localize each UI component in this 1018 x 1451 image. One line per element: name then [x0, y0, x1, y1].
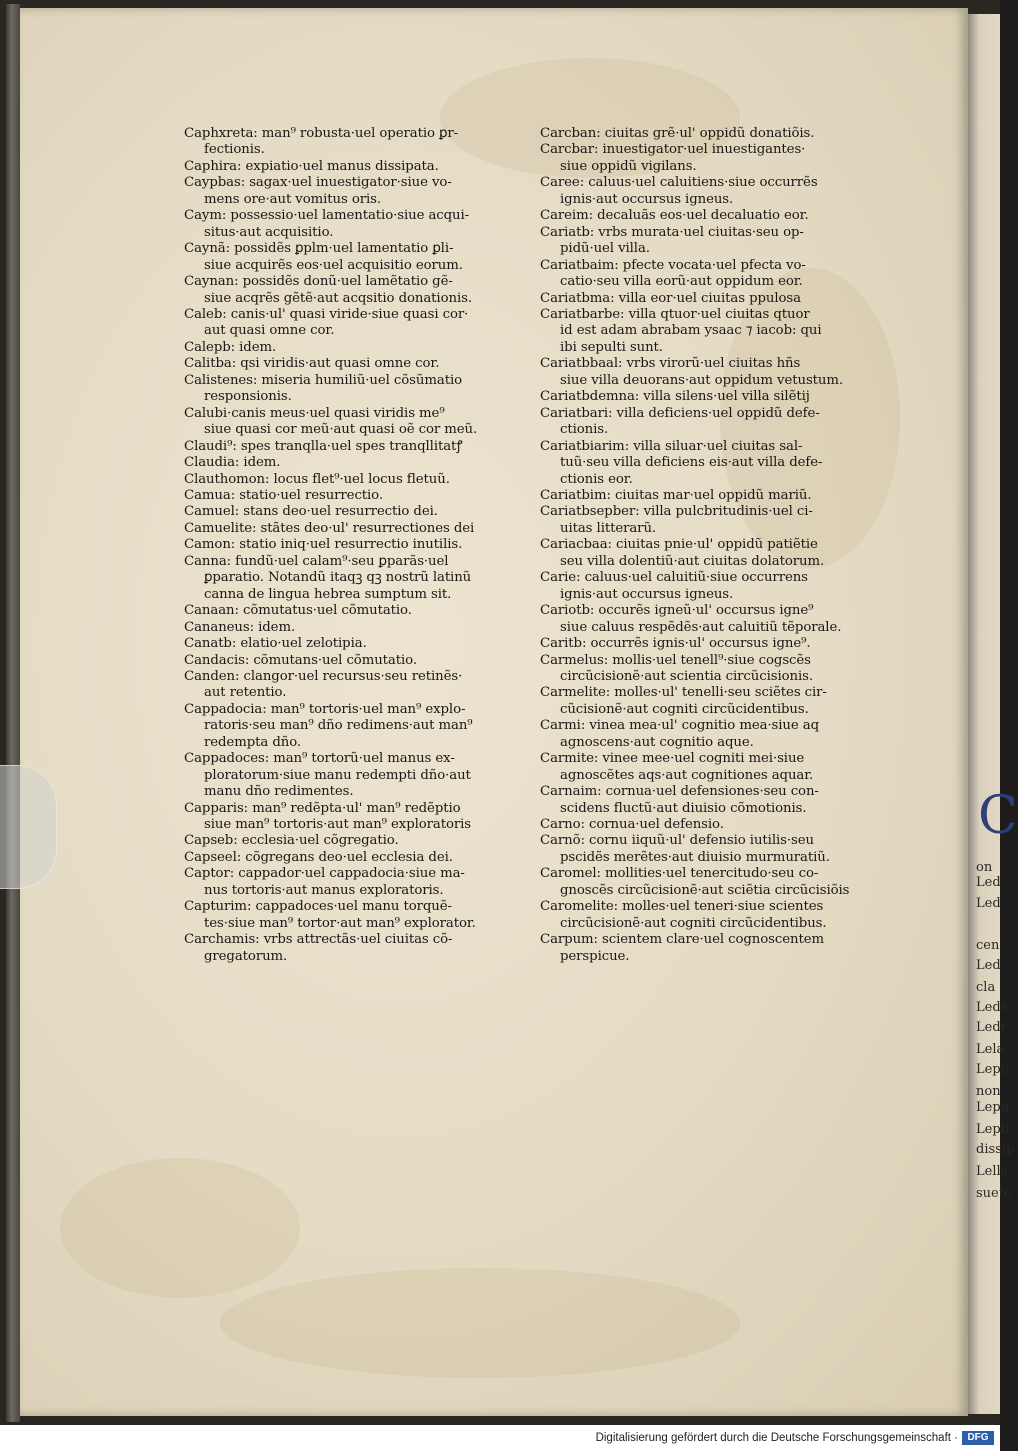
entry-headline: Calitba: qsi viridis·aut quasi omne cor.: [184, 356, 440, 372]
entry-headline: Cariatb: vrbs murata·uel ciuitas·seu op-: [540, 224, 804, 240]
glossary-entry: [540, 406, 902, 439]
glossary-entry: [184, 620, 546, 636]
entry-continuation: siue man⁹ tortoris·aut man⁹ exploratoris: [204, 817, 472, 833]
glossary-entry: [540, 899, 902, 932]
facing-page-fragment: dissip: [976, 1142, 1015, 1157]
entry-headline: Canatb: elatio·uel zelotipia.: [184, 636, 367, 652]
entry-continuation: siue acquirẽs eos·uel acquisitio eorum.: [204, 257, 463, 273]
entry-continuation: seu villa dolentiũ·aut ciuitas dolatorum.: [560, 553, 825, 569]
entry-headline: Carnaim: cornua·uel defensiones·seu con-: [540, 784, 819, 800]
entry-headline: Cariatbdemna: villa silens·uel villa silẽtij: [540, 389, 810, 405]
entry-headline: Camua: statio·uel resurrectio.: [184, 487, 383, 503]
entry-headline: Calistenes: miseria humiliũ·uel cõsũmatio: [184, 372, 462, 388]
entry-headline: Carmelus: mollis·uel tenell⁹·siue cogscẽs: [540, 652, 811, 668]
facing-page-edge: [968, 14, 1000, 1414]
glossary-entry: [540, 833, 902, 866]
glossary-entry: [540, 718, 902, 751]
entry-continuation: nus tortoris·aut manus exploratoris.: [204, 882, 444, 898]
entry-headline: Capseel: cõgregans deo·uel ecclesia dei.: [184, 849, 453, 865]
glossary-entry: [184, 373, 546, 406]
entry-continuation: aut quasi omne cor.: [204, 323, 335, 339]
entry-headline: Clauthomon: locus flet⁹·uel locus fletuũ.: [184, 471, 450, 487]
entry-headline: Camon: statio iniq·uel resurrectio inutilis.: [184, 537, 463, 553]
facing-page-fragment: on: [976, 860, 993, 875]
entry-continuation: siue villa deuorans·aut oppidum vetustum.: [560, 372, 844, 388]
glossary-entry: [540, 307, 902, 356]
entry-continuation: aut retentio.: [204, 685, 287, 701]
glossary-entry: [184, 406, 546, 439]
glossary-entry: [540, 751, 902, 784]
glossary-entry: [184, 241, 546, 274]
glossary-entry: [184, 488, 546, 504]
glossary-entry: [184, 504, 546, 520]
glossary-entry: [184, 537, 546, 553]
entry-headline: Caromel: mollities·uel tenercitudo·seu co-: [540, 866, 819, 882]
entry-headline: Caynã: possidẽs ꝑplm·uel lamentatio ꝑli-: [184, 241, 454, 257]
facing-page-fragment: Lella: [976, 1164, 1009, 1179]
left-text-column: [184, 126, 546, 965]
entry-continuation: tes·siue man⁹ tortor·aut man⁹ explorator.: [204, 915, 476, 931]
glossary-entry: [540, 258, 902, 291]
entry-headline: Carmelite: molles·ul' tenelli·seu sciẽtes cir-: [540, 685, 827, 701]
entry-headline: Caphxreta: man⁹ robusta·uel operatio ꝑr-: [184, 126, 458, 141]
glossary-entry: [184, 653, 546, 669]
page-clamp: [0, 765, 57, 889]
entry-headline: Cariatbarbe: villa qtuor·uel ciuitas qtuor: [540, 306, 810, 322]
entry-headline: Cappadoces: man⁹ tortorũ·uel manus ex-: [184, 751, 455, 767]
glossary-entry: [184, 340, 546, 356]
glossary-entry: [540, 570, 902, 603]
entry-continuation: ignis·aut occursus igneus.: [560, 586, 734, 602]
glossary-entry: [184, 472, 546, 488]
glossary-entry: [184, 175, 546, 208]
glossary-entry: [184, 866, 546, 899]
entry-headline: Cariotb: occurẽs igneũ·ul' occursus igne⁹: [540, 603, 814, 619]
entry-continuation: siue quasi cor meũ·aut quasi oẽ cor meũ.: [204, 422, 478, 438]
glossary-entry: [540, 636, 902, 652]
entry-continuation: gregatorum.: [204, 948, 288, 964]
entry-continuation: ignis·aut occursus igneus.: [560, 191, 734, 207]
entry-continuation: ibi sepulti sunt.: [560, 339, 663, 355]
entry-continuation: mens ore·aut vomitus oris.: [204, 191, 382, 207]
facing-page-fragment: cen: [976, 938, 1000, 953]
glossary-entry: [540, 866, 902, 899]
facing-page-fragment: Led: [976, 875, 1001, 890]
glossary-entry: [184, 159, 546, 175]
entry-continuation: ctionis eor.: [560, 471, 633, 487]
entry-headline: Calepb: idem.: [184, 339, 277, 355]
entry-continuation: siue caluus respẽdẽs·aut caluitiũ tẽporale.: [560, 619, 842, 635]
entry-continuation: ratoris·seu man⁹ dño redimens·aut man⁹: [204, 718, 473, 734]
entry-headline: Carie: caluus·uel caluitiũ·siue occurrens: [540, 570, 808, 586]
facing-page-fragment: Ledr: [976, 1020, 1007, 1035]
glossary-entry: [184, 455, 546, 471]
glossary-entry: [540, 932, 902, 965]
entry-continuation: fectionis.: [204, 142, 265, 158]
glossary-entry: [184, 554, 546, 603]
glossary-entry: [184, 899, 546, 932]
entry-headline: Carcban: ciuitas grẽ·ul' oppidũ donatiõis.: [540, 126, 815, 141]
entry-continuation: pscidẽs merẽtes·aut diuisio murmuratiũ.: [560, 849, 830, 865]
entry-headline: Caypbas: sagax·uel inuestigator·siue vo-: [184, 175, 452, 191]
glossary-entry: [184, 439, 546, 455]
facing-page-fragment: Lepb: [976, 1122, 1009, 1137]
footer-bar: [0, 1425, 1000, 1451]
entry-headline: Cariatbiarim: villa siluar·uel ciuitas sal-: [540, 438, 803, 454]
facing-page-fragment: Lela: [976, 1042, 1005, 1057]
right-text-column: [540, 126, 902, 965]
entry-continuation: situs·aut acquisitio.: [204, 224, 334, 240]
entry-continuation: gnoscẽs circũcisionẽ·aut sciẽtia circũcisiõis: [560, 882, 850, 898]
entry-headline: Carno: cornua·uel defensio.: [540, 817, 724, 833]
entry-headline: Cariatbsepber: villa pulcbritudinis·uel ci-: [540, 504, 813, 520]
entry-continuation: circũcisionẽ·aut cogniti circũcidentibus.: [560, 915, 827, 931]
glossary-entry: [184, 126, 546, 159]
entry-headline: Candacis: cõmutans·uel cõmutatio.: [184, 652, 417, 668]
glossary-entry: [184, 603, 546, 619]
entry-headline: Caynan: possidẽs donũ·uel lamẽtatio gẽ-: [184, 274, 453, 290]
entry-headline: Carpum: scientem clare·uel cognoscentem: [540, 932, 825, 948]
glossary-entry: [184, 801, 546, 834]
entry-headline: Cariatbma: villa eor·uel ciuitas ppulosa: [540, 290, 801, 306]
entry-headline: Caphira: expiatio·uel manus dissipata.: [184, 158, 439, 174]
entry-continuation: siue oppidũ vigilans.: [560, 158, 697, 174]
glossary-entry: [540, 208, 902, 224]
entry-headline: Caritb: occurrẽs ignis·ul' occursus igne⁹.: [540, 636, 811, 652]
facing-page-fragment: non: [976, 1084, 1001, 1099]
entry-continuation: ꝑparatio. Notandũ itaqꝫ qꝫ nostrũ latinũ: [204, 570, 472, 586]
entry-headline: Calubi·canis meus·uel quasi viridis me⁹: [184, 405, 445, 421]
entry-continuation: scidens fluctũ·aut diuisio cõmotionis.: [560, 800, 807, 816]
glossary-entry: [540, 175, 902, 208]
glossary-entry: [184, 636, 546, 652]
entry-headline: Cariatbaim: pfecte vocata·uel pfecta vo-: [540, 257, 806, 273]
entry-headline: Cappadocia: man⁹ tortoris·uel man⁹ explo-: [184, 701, 466, 717]
entry-headline: Claudi⁹: spes tranqlla·uel spes tranqllitatꝭ: [184, 438, 463, 454]
glossary-entry: [184, 356, 546, 372]
glossary-entry: [184, 751, 546, 800]
entry-headline: Capparis: man⁹ redẽpta·ul' man⁹ redẽptio: [184, 800, 461, 816]
entry-headline: Caleb: canis·ul' quasi viride·siue quasi cor·: [184, 306, 469, 322]
entry-continuation: tuũ·seu villa deficiens eis·aut villa defe-: [560, 455, 823, 471]
entry-headline: Capturim: cappadoces·uel manu torquẽ-: [184, 899, 452, 915]
entry-headline: Canna: fundũ·uel calam⁹·seu ꝑparãs·uel: [184, 553, 449, 569]
entry-headline: Caromelite: molles·uel teneri·siue scientes: [540, 899, 824, 915]
entry-headline: Camuel: stans deo·uel resurrectio dei.: [184, 504, 438, 520]
entry-continuation: perspicue.: [560, 948, 630, 964]
entry-continuation: cũcisionẽ·aut cogniti circũcidentibus.: [560, 701, 809, 717]
entry-headline: Careim: decaluãs eos·uel decaluatio eor.: [540, 208, 809, 224]
glossary-entry: [540, 225, 902, 258]
glossary-entry: [540, 603, 902, 636]
glossary-entry: [540, 126, 902, 142]
glossary-entry: [540, 504, 902, 537]
entry-headline: Claudia: idem.: [184, 455, 281, 471]
footer-credit: Digitalisierung gefördert durch die Deutsche Forschungsgemeinschaft ·: [595, 1432, 958, 1444]
entry-continuation: ctionis.: [560, 422, 609, 438]
entry-headline: Caree: caluus·uel caluitiens·siue occurrẽs: [540, 175, 818, 191]
entry-continuation: siue acqrẽs gẽtẽ·aut acqsitio donationis.: [204, 290, 472, 306]
facing-page-fragment: Lepb: [976, 1100, 1009, 1115]
entry-continuation: agnoscẽtes aqs·aut cognitiones aquar.: [560, 767, 814, 783]
glossary-entry: [184, 274, 546, 307]
glossary-entry: [540, 653, 902, 686]
glossary-entry: [184, 669, 546, 702]
entry-headline: Cariatbim: ciuitas mar·uel oppidũ mariũ.: [540, 487, 812, 503]
entry-headline: Carmi: vinea mea·ul' cognitio mea·siue aq: [540, 718, 820, 734]
entry-headline: Captor: cappador·uel cappadocia·siue ma-: [184, 866, 465, 882]
entry-headline: Cariatbbaal: vrbs virorũ·uel ciuitas hñs: [540, 356, 801, 372]
glossary-entry: [540, 817, 902, 833]
facing-page-fragment: Led: [976, 958, 1001, 973]
glossary-entry: [184, 208, 546, 241]
entry-continuation: canna de lingua hebrea sumptum sit.: [204, 586, 452, 602]
entry-headline: Canaan: cõmutatus·uel cõmutatio.: [184, 603, 412, 619]
glossary-entry: [540, 389, 902, 405]
glossary-entry: [184, 833, 546, 849]
book-page-edges: [6, 4, 20, 1422]
entry-headline: Carcbar: inuestigator·uel inuestigantes·: [540, 142, 806, 158]
entry-headline: Cananeus: idem.: [184, 619, 296, 635]
glossary-entry: [184, 307, 546, 340]
glossary-entry: [540, 784, 902, 817]
entry-headline: Canden: clangor·uel recursus·seu retinẽs·: [184, 668, 463, 684]
facing-page-fragment: cla: [976, 980, 996, 995]
entry-continuation: agnoscens·aut cognitio aque.: [560, 734, 754, 750]
facing-page-fragment: Led: [976, 896, 1001, 911]
entry-continuation: catio·seu villa eorũ·aut oppidum eor.: [560, 274, 803, 290]
entry-continuation: responsionis.: [204, 389, 292, 405]
entry-headline: Cariacbaa: ciuitas pnie·ul' oppidũ patiẽtie: [540, 537, 818, 553]
entry-headline: Carchamis: vrbs attrectãs·uel ciuitas cõ-: [184, 932, 453, 948]
entry-continuation: circũcisionẽ·aut scientia circũcisionis.: [560, 668, 813, 684]
entry-continuation: manu dño redimentes.: [204, 784, 354, 800]
entry-continuation: ploratorum·siue manu redempti dño·aut: [204, 767, 471, 783]
entry-headline: Camuelite: stãtes deo·ul' resurrectiones dei: [184, 520, 475, 536]
glossary-entry: [184, 521, 546, 537]
facing-page-fragment: Lepb: [976, 1062, 1009, 1077]
glossary-entry: [540, 685, 902, 718]
entry-headline: Carmite: vinee mee·uel cogniti mei·siue: [540, 751, 805, 767]
facing-page-initial: C: [978, 786, 1018, 846]
glossary-entry: [540, 488, 902, 504]
facing-page-fragment: Ledr: [976, 1000, 1007, 1015]
glossary-entry: [184, 850, 546, 866]
entry-headline: Carnõ: cornu iiquũ·ul' defensio iutilis·seu: [540, 833, 814, 849]
glossary-entry: [540, 537, 902, 570]
entry-continuation: id est adam abrabam ysaac ⁊ iacob: qui: [560, 323, 822, 339]
entry-continuation: pidũ·uel villa.: [560, 241, 650, 257]
entry-continuation: uitas litterarũ.: [560, 520, 657, 536]
glossary-entry: [540, 142, 902, 175]
facing-page-fragment: suete: [976, 1186, 1012, 1201]
glossary-entry: [540, 356, 902, 389]
dfg-logo-icon: DFG: [962, 1431, 994, 1445]
glossary-entry: [184, 702, 546, 751]
entry-headline: Capseb: ecclesia·uel cõgregatio.: [184, 833, 399, 849]
glossary-entry: [540, 291, 902, 307]
glossary-entry: [184, 932, 546, 965]
glossary-entry: [540, 439, 902, 488]
entry-headline: Cariatbari: villa deficiens·uel oppidũ defe-: [540, 405, 820, 421]
entry-continuation: redempta dño.: [204, 734, 301, 750]
entry-headline: Caym: possessio·uel lamentatio·siue acqui-: [184, 208, 470, 224]
